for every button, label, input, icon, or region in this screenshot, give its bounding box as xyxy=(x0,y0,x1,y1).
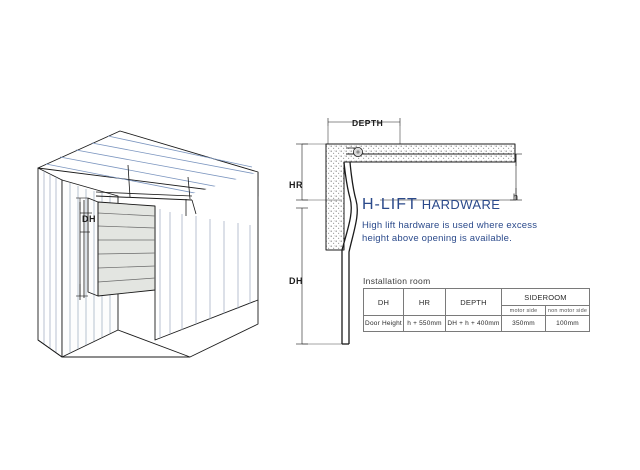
table-row xyxy=(364,316,590,332)
subheader-motor-side: motor side xyxy=(502,306,546,316)
cell-sideroom-motor: 350mm xyxy=(502,316,546,332)
left-perspective-illustration xyxy=(0,0,300,470)
subheader-non-motor-side: non motor side xyxy=(546,306,590,316)
label-depth: DEPTH xyxy=(352,118,384,128)
cell-depth: DH + h + 400mm xyxy=(446,316,502,332)
title-secondary: HARDWARE xyxy=(421,197,501,212)
installation-room-table xyxy=(363,288,590,332)
header-depth: DEPTH xyxy=(446,289,502,316)
header-dh: DH xyxy=(364,289,404,316)
table-caption: Installation room xyxy=(363,276,431,286)
diagram-description: High lift hardware is used where excess height above opening is available. xyxy=(362,220,538,244)
diagram-title xyxy=(362,196,500,214)
cell-hr: h + 550mm xyxy=(404,316,446,332)
cell-dh: Door Height xyxy=(364,316,404,332)
label-h: h xyxy=(513,192,519,202)
header-hr: HR xyxy=(404,289,446,316)
label-dh-left: DH xyxy=(82,214,96,224)
title-primary: H-LIFT xyxy=(362,196,418,213)
cell-sideroom-non-motor: 100mm xyxy=(546,316,590,332)
label-dh: DH xyxy=(289,276,303,286)
table-header-row xyxy=(364,289,590,306)
label-hr: HR xyxy=(289,180,303,190)
header-sideroom: SIDEROOM xyxy=(502,289,590,306)
